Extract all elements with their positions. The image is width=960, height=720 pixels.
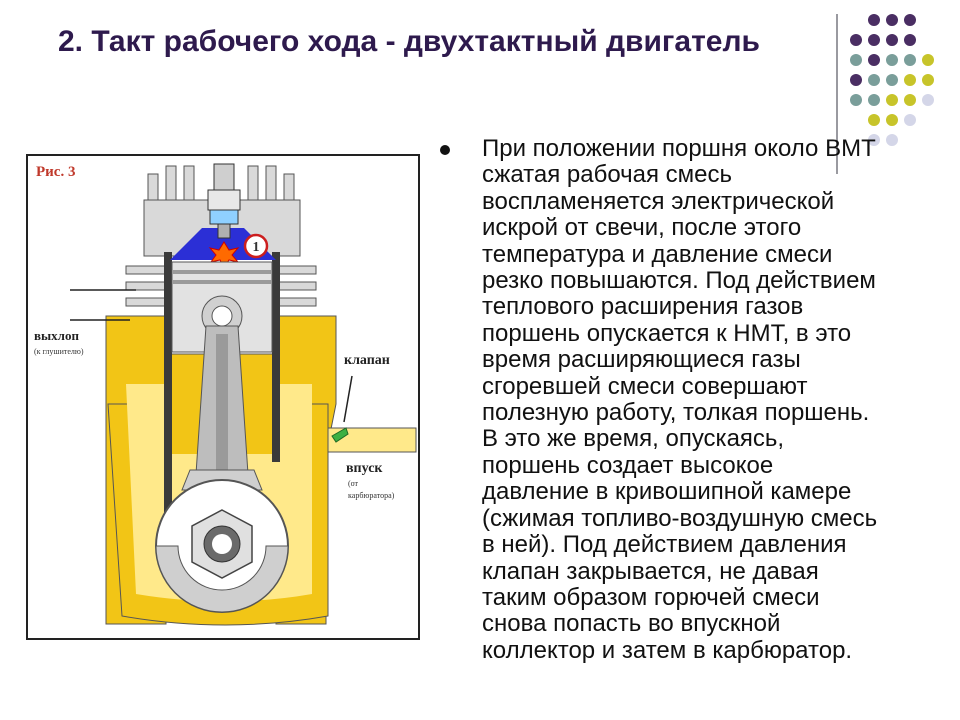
figure-caption: Рис. 3	[36, 164, 76, 180]
intake-label: впуск	[346, 461, 383, 476]
decor-dot	[868, 34, 880, 46]
decor-dot	[922, 94, 934, 106]
decor-dot	[850, 54, 862, 66]
bullet-dot-icon	[440, 145, 450, 155]
intake-sublabel-line-1: (от	[348, 479, 359, 488]
decor-dot	[886, 54, 898, 66]
engine-diagram	[26, 154, 420, 640]
decor-dot	[850, 34, 862, 46]
exhaust-label: выхлоп	[34, 328, 79, 343]
decor-dot	[886, 14, 898, 26]
valve-label: клапан	[344, 353, 390, 368]
slide-title: 2. Такт рабочего хода - двухтактный двигатель	[58, 25, 760, 58]
decor-dot	[904, 94, 916, 106]
decor-dot	[922, 54, 934, 66]
decor-dot	[868, 74, 880, 86]
decor-dot	[904, 14, 916, 26]
decor-dot	[868, 114, 880, 126]
decor-dot	[904, 54, 916, 66]
decor-dot	[850, 94, 862, 106]
decor-dot	[868, 14, 880, 26]
decor-dot	[868, 54, 880, 66]
crankshaft	[156, 480, 288, 612]
stroke-number-text: 1	[252, 240, 260, 255]
decor-dot	[886, 34, 898, 46]
bullet-text: При положении поршня около ВМТ сжатая рабочая смесь воспламеняется электрической искрой от свечи, после этого температура и давление смеси резко повышаются. Под действием теплового расширения газов поршень опускается к НМТ, в это время расширяющиеся газы сгоревшей смеси совершают полезную работу, толкая поршень. В это же время, опускаясь, поршень создает высокое давление в кривошипной камере (сжимая топливо-воздушную смесь в ней). Под действием давления клапан закрывается, не давая таким образом горючей смеси снова попасть во впускной коллектор и затем в карбюратор.	[482, 135, 878, 664]
intake-sublabel-line-2: карбюратора)	[348, 491, 395, 500]
exhaust-sublabel: (к глушителю)	[34, 347, 84, 356]
decor-dot	[850, 74, 862, 86]
decor-dot	[922, 74, 934, 86]
decor-dot	[886, 114, 898, 126]
decor-dot	[904, 74, 916, 86]
decor-dot	[886, 94, 898, 106]
decor-dot	[904, 34, 916, 46]
decor-dot	[868, 94, 880, 106]
decor-dot	[886, 74, 898, 86]
cylinder-wall-right	[272, 252, 280, 462]
cylinder-wall-left	[164, 252, 172, 542]
decor-dot	[904, 114, 916, 126]
